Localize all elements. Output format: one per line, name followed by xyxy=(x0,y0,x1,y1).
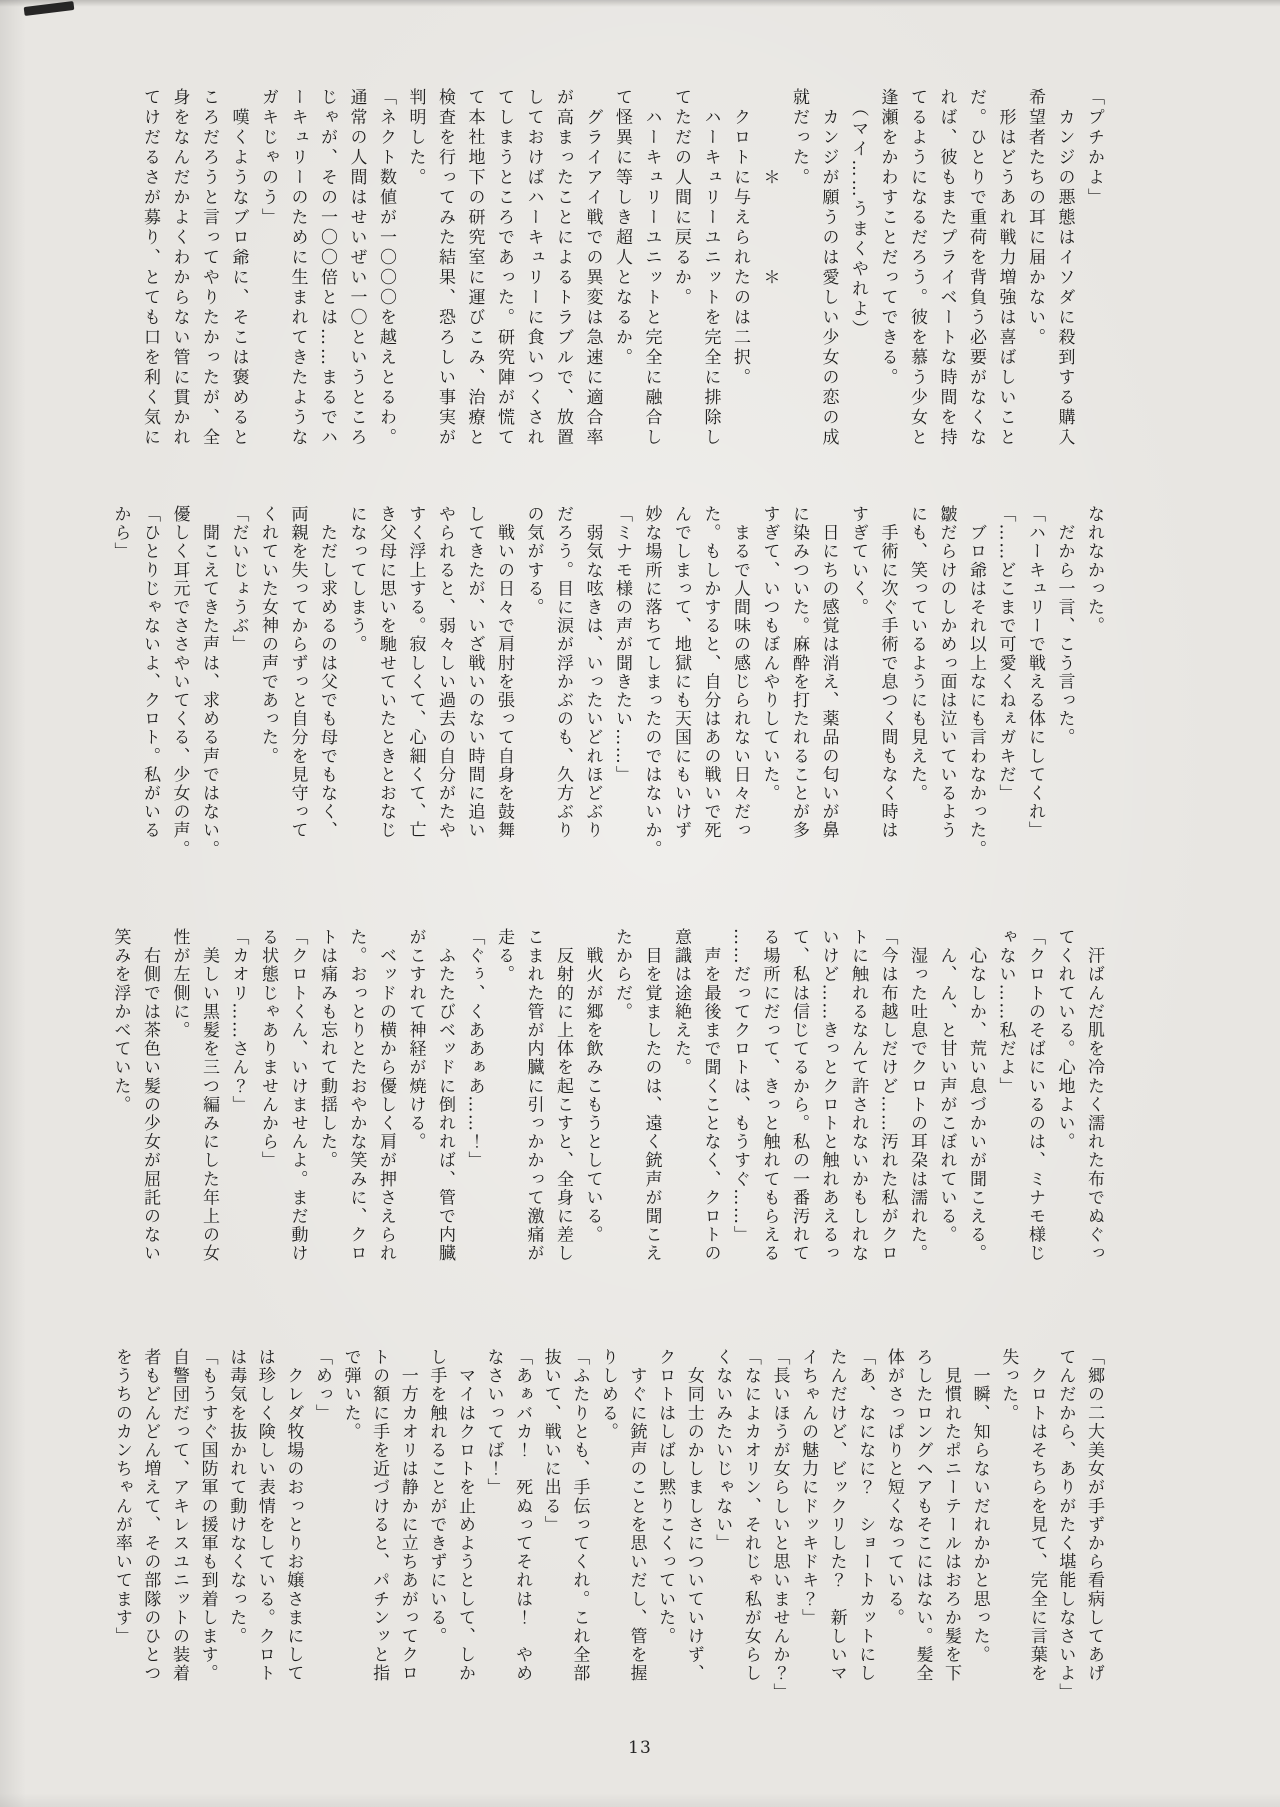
text-line: 目を覚ましたのは、遠く銃声が聞こえ xyxy=(641,928,662,1263)
text-line: こまれた管が内臓に引っかかって激痛が xyxy=(523,928,544,1263)
text-line: 身をなんだかよくわからない管に貫かれ xyxy=(169,88,190,448)
text-line: 笑みを浮かべていた。 xyxy=(110,928,131,1114)
text-line: 「だいじょうぶ」 xyxy=(228,505,249,654)
text-line: 戦火が郷を飲みこもうとしている。 xyxy=(582,928,603,1245)
text-line: は珍しく険しい表情をしている。クロト xyxy=(254,1348,275,1683)
text-line: トの額に手を近づけると、パチンッと指 xyxy=(369,1348,390,1683)
text-line: て怪異に等しき超人となるか。 xyxy=(612,88,632,368)
scan-corner-artifact xyxy=(24,1,75,16)
text-line: 体がさっぱりと短くなっている。 xyxy=(883,1348,904,1627)
text-line: 「なによカオリン、それじゃ私が女らし xyxy=(740,1348,761,1683)
text-line: ん、ん、と甘い声がこぼれている。 xyxy=(936,928,957,1245)
text-line: にも、笑っているようにも見えた。 xyxy=(907,505,927,803)
text-line: だ。ひとりで重荷を背負う必要がなくな xyxy=(966,88,986,448)
text-line: すく浮上する。寂しくて、心細くて、亡 xyxy=(405,505,426,840)
text-line: カンジの悪態はイソダに殺到する購入 xyxy=(1054,88,1075,448)
text-line: てるようになるだろう。彼を慕う少女と xyxy=(907,88,927,448)
text-band-2 xyxy=(92,505,1108,859)
text-line: 「クロトくん、いけませんよ。まだ動け xyxy=(287,928,308,1263)
text-line: から」 xyxy=(110,505,131,561)
text-line: 女同士のかしましさについていけず、 xyxy=(683,1348,704,1683)
text-line: 判明した。 xyxy=(405,88,426,188)
text-line: 形はどうあれ戦力増強は喜ばしいこと xyxy=(995,88,1016,448)
text-line: ハーキュリーユニットを完全に排除し xyxy=(700,88,721,448)
text-line: し手を触れることができずにいる。 xyxy=(426,1348,447,1646)
text-line: 「めっ」 xyxy=(311,1348,332,1423)
text-line: してきたが、いざ戦いのない時間に追い xyxy=(464,505,485,840)
text-line: で弾いた。 xyxy=(340,1348,361,1441)
text-line: 「ふたりとも、手伝ってくれ。これ全部 xyxy=(569,1348,590,1683)
text-line: てんだから、ありがたく堪能しなさいよ」 xyxy=(1055,1348,1076,1702)
text-line: 湿った吐息でクロトの耳朶は濡れた。 xyxy=(907,928,927,1263)
text-line: グライアイ戦での異変は急速に適合率 xyxy=(582,88,603,448)
text-band-3 xyxy=(92,928,1108,1273)
text-line: ハーキュリーユニットと完全に融合し xyxy=(641,88,662,448)
text-line: 声を最後まで聞くことなく、クロトの xyxy=(700,928,721,1263)
text-line: ただし求めるのは父でも母でもなく、 xyxy=(317,505,337,840)
text-line: 就だった。 xyxy=(789,88,809,188)
text-line: 反射的に上体を起こすと、全身に差し xyxy=(553,928,573,1263)
text-line: 「もうすぐ国防軍の援軍も到着します。 xyxy=(197,1348,218,1683)
text-line: クロトに与えられたのは二択。 xyxy=(730,88,750,388)
text-line: イちゃんの魅力にドッキドキ？」 xyxy=(798,1348,819,1627)
text-line: まるで人間味の感じられない日々だっ xyxy=(730,505,750,840)
text-line: ＊ ＊ xyxy=(759,88,780,288)
text-line: 両親を失ってからずっと自分を見守って xyxy=(287,505,308,840)
text-line: 希望者たちの耳に届かない。 xyxy=(1025,88,1045,348)
text-line: 「あぁバカ！ 死ぬってそれは！ やめ xyxy=(512,1348,533,1683)
text-line: 「カオリ……さん？」 xyxy=(228,928,249,1114)
text-line: 失った。 xyxy=(998,1348,1019,1423)
text-line: ガキじゃのう」 xyxy=(258,88,278,228)
text-line: やられると、弱々しい過去の自分がたや xyxy=(435,505,455,840)
text-line: 走る。 xyxy=(494,928,514,984)
text-line: たからだ。 xyxy=(612,928,632,1021)
text-line: 皺だらけのしかめっ面は泣いているよう xyxy=(936,505,957,840)
text-line: 「郷の二大美女が手ずから看病してあげ xyxy=(1084,1348,1104,1683)
text-line: だろう。目に涙が浮かぶのも、久方ぶり xyxy=(553,505,573,840)
text-line: ベッドの横から優しく肩が押さえられ xyxy=(376,928,396,1263)
text-line: トは痛みも忘れて動揺した。 xyxy=(317,928,337,1170)
text-line: る場所にだって、きっと触れてもらえる xyxy=(759,928,780,1263)
text-line: た。もしかすると、自分はあの戦いで死 xyxy=(700,505,721,840)
text-line: ゃない……私だよ」 xyxy=(995,928,1016,1096)
text-line: てけだるさが募り、とても口を利く気に xyxy=(140,88,160,448)
text-line: になってしまう。 xyxy=(346,505,367,654)
text-line: がこすれて神経が焼ける。 xyxy=(405,928,426,1152)
text-line: くれていた女神の声であった。 xyxy=(258,505,278,766)
text-line: き父母に思いを馳せていたときとおなじ xyxy=(376,505,396,840)
text-line: 性が左側に。 xyxy=(169,928,190,1040)
text-line: れば、彼もまたプライベートな時間を持 xyxy=(936,88,957,448)
text-line: 者もどんどん増えて、その部隊のひとつ xyxy=(140,1348,161,1683)
text-line: 「ミナモ様の声が聞きたい……」 xyxy=(612,505,632,784)
text-line: 戦いの日々で肩肘を張って自身を鼓舞 xyxy=(494,505,514,840)
text-line: 自警団だって、アキレスユニットの装着 xyxy=(169,1348,189,1683)
text-line: 「長いほうが女らしいと思いませんか？」 xyxy=(769,1348,790,1702)
text-line: てただの人間に戻るか。 xyxy=(671,88,691,308)
text-line: 日にちの感覚は消え、薬品の匂いが鼻 xyxy=(818,505,839,840)
text-line: た。おっとりとたおやかな笑みに、クロ xyxy=(346,928,367,1263)
text-line: ころだろうと言ってやりたかったが、全 xyxy=(199,88,219,448)
text-band-1 xyxy=(92,88,1108,454)
text-line: すぎていく。 xyxy=(848,505,868,617)
text-line: ブロ爺はそれ以上なにも言わなかった。 xyxy=(966,505,986,859)
text-line: クロトはそちらを見て、完全に言葉を xyxy=(1026,1348,1047,1683)
text-line: 「プチかよ」 xyxy=(1084,88,1104,208)
text-line: クロトはしばし黙りこくっていた。 xyxy=(655,1348,676,1646)
text-line: 右側では茶色い髪の少女が屈託のない xyxy=(140,928,160,1263)
text-band-4 xyxy=(92,1348,1108,1702)
text-line: に染みついた。麻酔を打たれることが多 xyxy=(789,505,809,840)
text-line: 心なしか、荒い息づかいが聞こえる。 xyxy=(966,928,986,1263)
text-line: 「今は布越しだけど……汚れた私がクロ xyxy=(877,928,898,1263)
text-line: ろしたロングヘアもそこにはない。髪全 xyxy=(912,1348,933,1683)
text-line: て本社地下の研究室に運びこみ、治療と xyxy=(464,88,485,448)
text-line: なれなかった。 xyxy=(1084,505,1104,636)
text-line: 検査を行ってみた結果、恐ろしい事実が xyxy=(435,88,455,448)
text-line: 手術に次ぐ手術で息つく間もなく時は xyxy=(877,505,898,840)
text-line: カンジが願うのは愛しい少女の恋の成 xyxy=(818,88,839,448)
text-line: 一瞬、知らないだれかかと思った。 xyxy=(969,1348,990,1665)
text-line: が高まったことによるトラブルで、放置 xyxy=(553,88,573,448)
text-line: ーキュリーのために生まれてきたような xyxy=(287,88,308,448)
text-line: なさいってば！」 xyxy=(483,1348,504,1497)
text-line: 通常の人間はせいぜい一〇というところ xyxy=(346,88,367,448)
text-line: 「……どこまで可愛くねぇガキだ」 xyxy=(995,505,1016,803)
text-line: じゃが、その一〇〇倍とは……まるでハ xyxy=(317,88,337,448)
text-line: 弱気な呟きは、いったいどれほどぶり xyxy=(582,505,603,840)
text-line: たんだけど、ビックリした？ 新しいマ xyxy=(826,1348,847,1683)
text-line: 「ハーキュリーで戦える体にしてくれ」 xyxy=(1025,505,1045,840)
text-line: 「ぐぅ、くああぁあ……！」 xyxy=(464,928,485,1170)
text-line: だから一言、こう言った。 xyxy=(1054,505,1075,747)
text-line: んでしまって、地獄にも天国にもいけず xyxy=(671,505,691,840)
text-line: 「あ、なになに？ ショートカットにし xyxy=(855,1348,876,1683)
text-line: 聞こえてきた声は、求める声ではない。 xyxy=(199,505,219,859)
text-line: る状態じゃありませんから」 xyxy=(258,928,278,1170)
text-line: 「クロトのそばにいるのは、ミナモ様じ xyxy=(1025,928,1045,1263)
text-line: 一方カオリは静かに立ちあがってクロ xyxy=(397,1348,418,1683)
text-line: マイはクロトを止めようとして、しか xyxy=(454,1348,475,1683)
text-line: ……だってクロトは、もうすぐ……」 xyxy=(730,928,750,1245)
text-line: 逢瀬をかわすことだってできる。 xyxy=(877,88,898,388)
text-line: クレダ牧場のおっとりお嬢さまにして xyxy=(283,1348,304,1683)
page-number: 13 xyxy=(628,1738,652,1758)
text-line: 優しく耳元でささやいてくる、少女の声。 xyxy=(169,505,190,859)
text-line: 嘆くようなブロ爺に、そこは褒めると xyxy=(228,88,249,448)
text-line: ふたたびベッドに倒れれば、管で内臓 xyxy=(435,928,455,1263)
text-line: いけど……きっとクロトと触れあえるっ xyxy=(818,928,839,1263)
text-line: すぐに銃声のことを思いだし、管を握 xyxy=(626,1348,647,1683)
text-line: 「ひとりじゃないよ、クロト。私がいる xyxy=(140,505,160,840)
text-line: （マイ……うまくやれよ） xyxy=(848,88,868,340)
text-line: てくれている。心地よい。 xyxy=(1054,928,1075,1152)
text-line: の気がする。 xyxy=(523,505,544,617)
text-line: 見慣れたポニーテールはおろか髪を下 xyxy=(941,1348,962,1683)
text-line: りしめる。 xyxy=(597,1348,618,1441)
text-line: しておけばハーキュリーに食いつくされ xyxy=(523,88,544,448)
text-line: 抜いて、戦いに出る」 xyxy=(540,1348,561,1534)
text-line: をうちのカンちゃんが率いてます」 xyxy=(111,1348,132,1646)
text-line: 「ネクト数値が一〇〇〇を越えとるわ。 xyxy=(376,88,396,448)
text-line: て、私は信じてるから。私の一番汚れて xyxy=(789,928,809,1263)
text-line: くないみたいじゃない」 xyxy=(712,1348,733,1553)
text-line: 汗ばんだ肌を冷たく濡れた布でぬぐっ xyxy=(1084,928,1104,1263)
text-line: 美しい黒髪を三つ編みにした年上の女 xyxy=(199,928,219,1263)
text-line: 意識は途絶えた。 xyxy=(671,928,691,1077)
text-line: 妙な場所に落ちてしまったのではないか。 xyxy=(641,505,662,859)
text-line: は毒気を抜かれて動けなくなった。 xyxy=(226,1348,247,1646)
text-line: てしまうところであった。研究陣が慌て xyxy=(494,88,514,448)
text-line: すぎて、いつもぼんやりしていた。 xyxy=(759,505,780,803)
text-line: トに触れるなんて許されないかもしれな xyxy=(848,928,868,1263)
